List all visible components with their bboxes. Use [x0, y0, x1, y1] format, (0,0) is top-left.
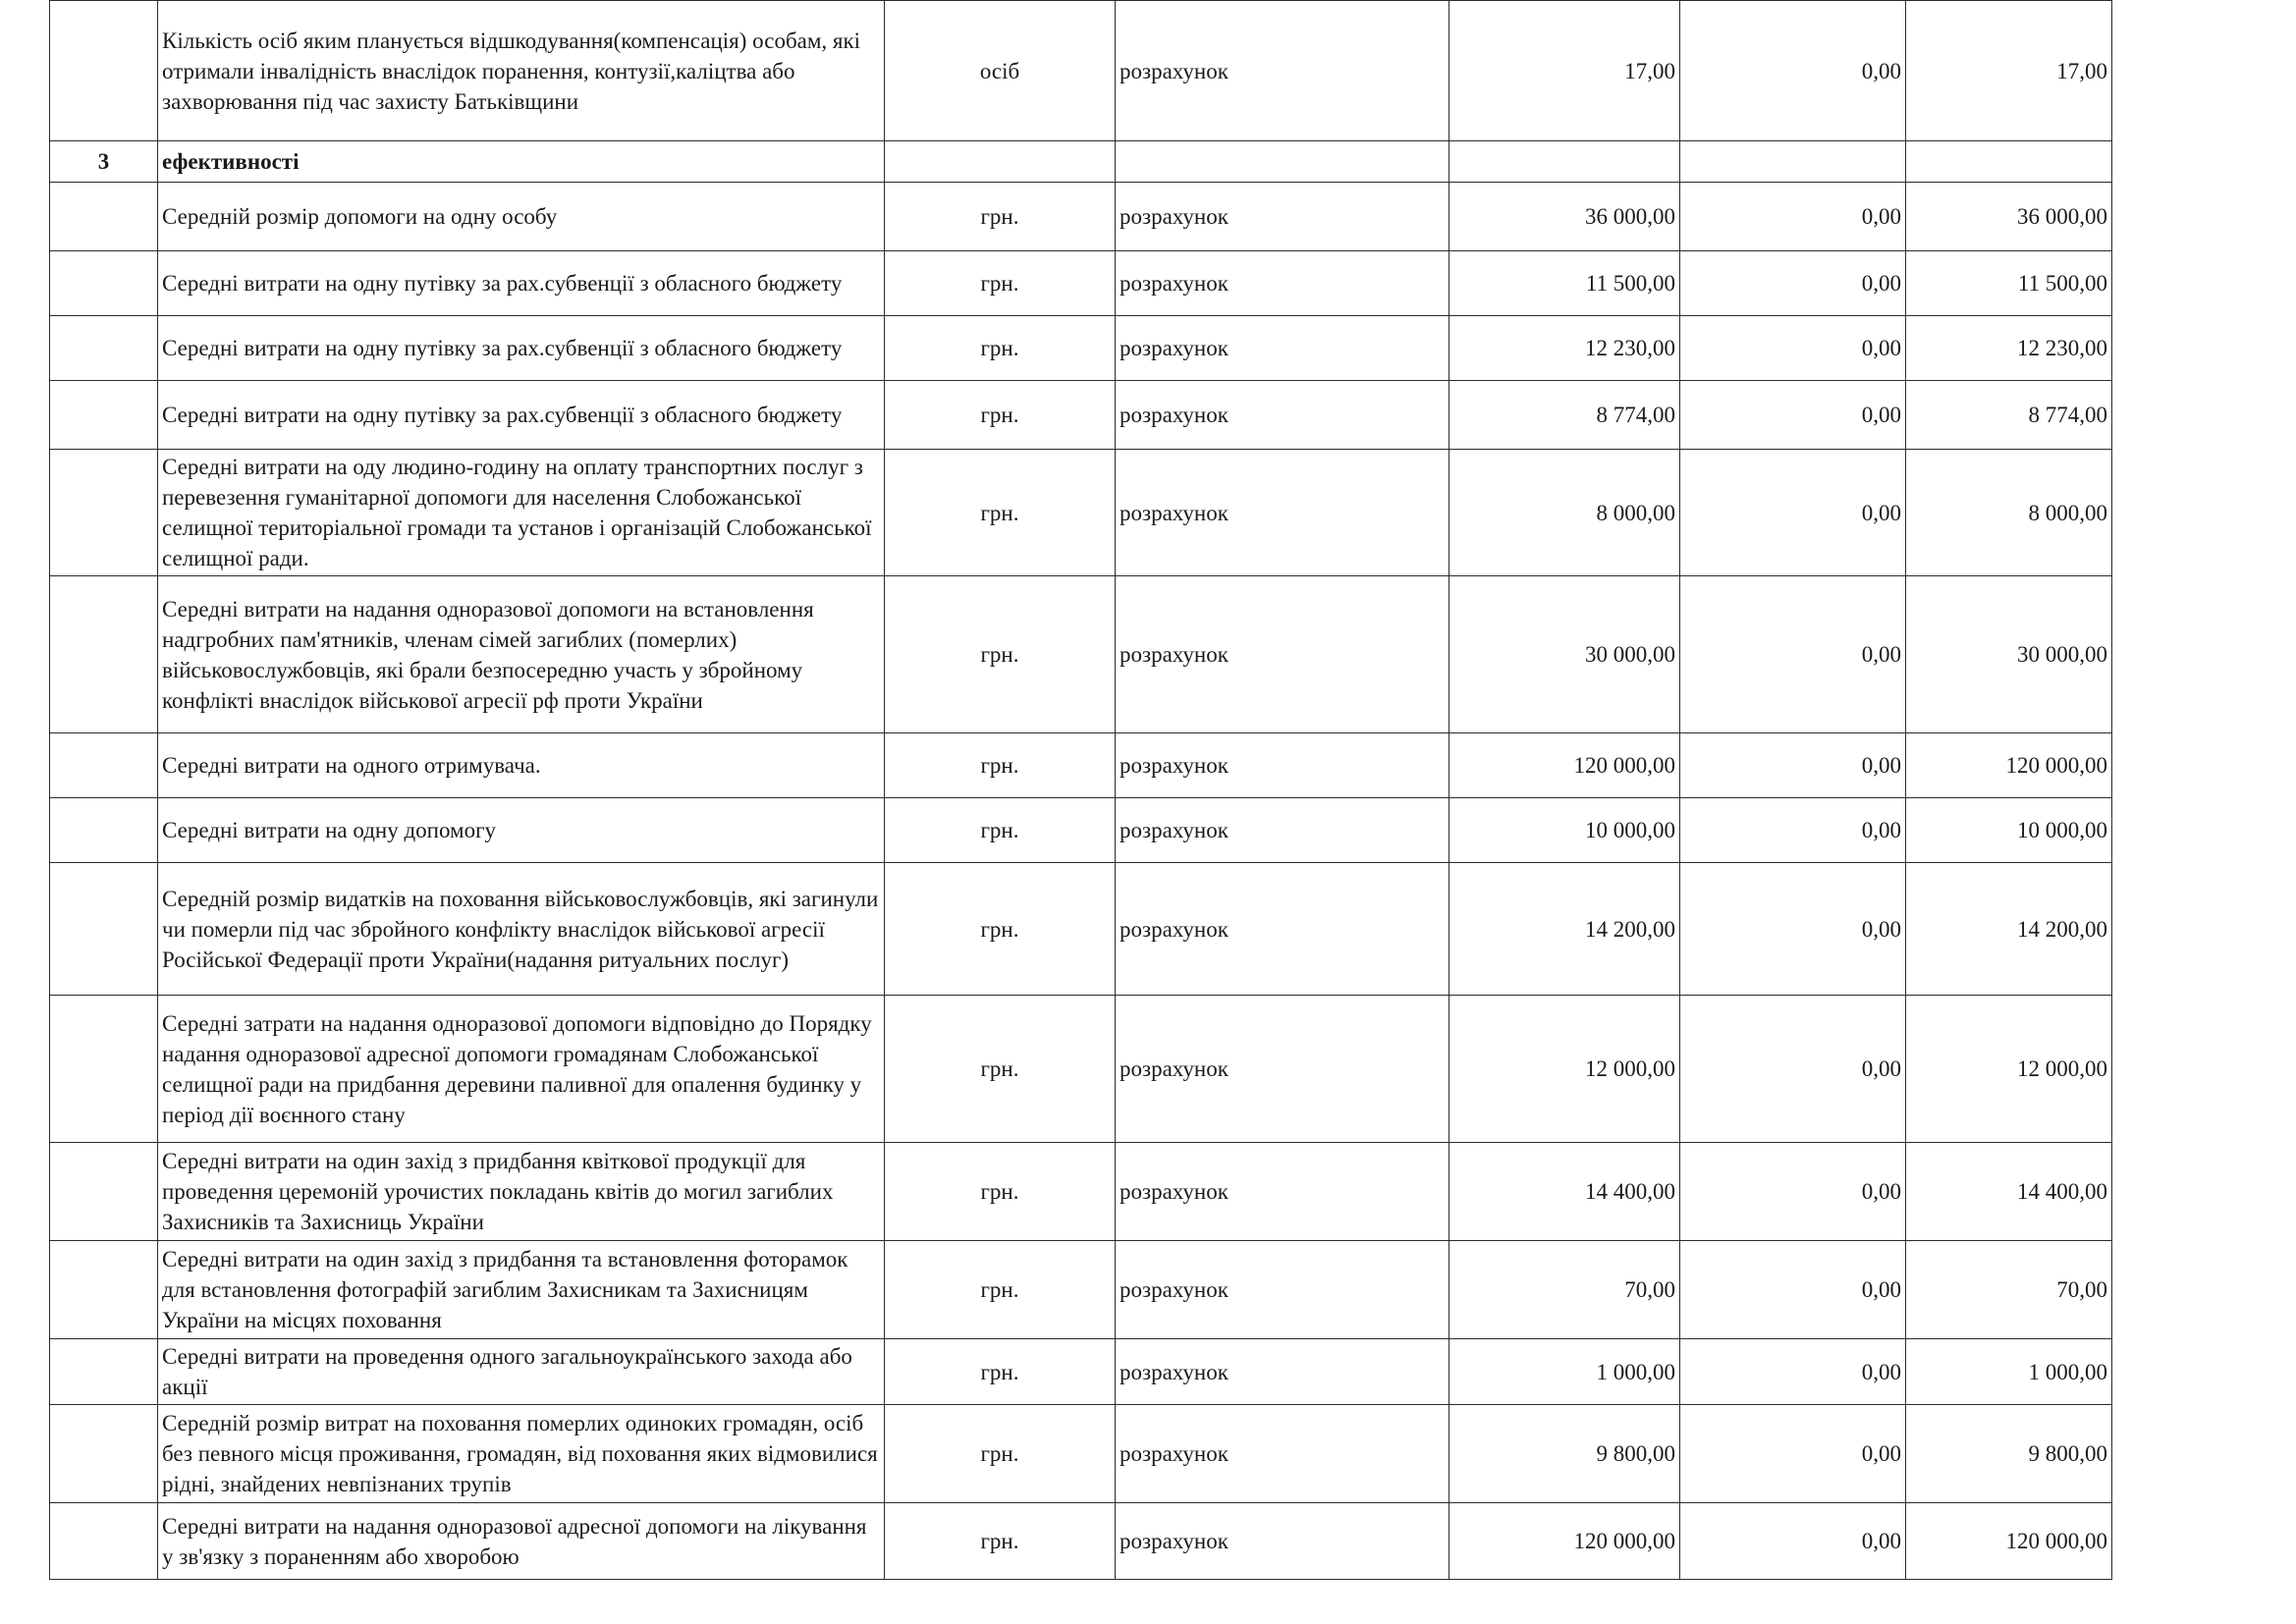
value-general-fund: 10 000,00	[1449, 798, 1680, 863]
indicator-name: Середні витрати на одну путівку за рах.субвенції з обласного бюджету	[158, 316, 885, 381]
value-general-fund	[1449, 141, 1680, 183]
value-general-fund: 12 000,00	[1449, 996, 1680, 1143]
unit-of-measure: грн.	[885, 381, 1116, 450]
value-total: 70,00	[1906, 1241, 2112, 1339]
table-row	[50, 1503, 2112, 1580]
value-special-fund: 0,00	[1680, 1503, 1906, 1580]
data-source: розрахунок	[1116, 450, 1449, 576]
value-general-fund: 120 000,00	[1449, 1503, 1680, 1580]
unit-of-measure: грн.	[885, 251, 1116, 316]
unit-of-measure: грн.	[885, 1405, 1116, 1503]
row-number	[50, 183, 158, 251]
value-total: 11 500,00	[1906, 251, 2112, 316]
data-source: розрахунок	[1116, 1, 1449, 141]
data-source: розрахунок	[1116, 1339, 1449, 1405]
value-total: 12 230,00	[1906, 316, 2112, 381]
value-special-fund: 0,00	[1680, 1241, 1906, 1339]
value-total: 14 200,00	[1906, 863, 2112, 996]
value-total	[1906, 141, 2112, 183]
indicator-name: Середні витрати на надання одноразової адресної допомоги на лікування у зв'язку з пораненням або хворобою	[158, 1503, 885, 1580]
data-source: розрахунок	[1116, 1503, 1449, 1580]
value-general-fund: 11 500,00	[1449, 251, 1680, 316]
data-source: розрахунок	[1116, 798, 1449, 863]
value-total: 120 000,00	[1906, 733, 2112, 798]
value-total: 14 400,00	[1906, 1143, 2112, 1241]
data-source: розрахунок	[1116, 576, 1449, 733]
row-number	[50, 1405, 158, 1503]
indicator-name: Середній розмір витрат на поховання померлих одиноких громадян, осіб без певного місця проживання, громадян, від поховання яких відмовилися рідні, знайдених невпізнаних трупів	[158, 1405, 885, 1503]
row-number	[50, 316, 158, 381]
unit-of-measure: грн.	[885, 1503, 1116, 1580]
unit-of-measure: грн.	[885, 1143, 1116, 1241]
value-special-fund: 0,00	[1680, 251, 1906, 316]
value-special-fund: 0,00	[1680, 576, 1906, 733]
indicator-name: Середні витрати на надання одноразової допомоги на встановлення надгробних пам'ятників, членам сімей загиблих (померлих) військовослужбовців, які брали безпосередню участь у збройному конфлікті внаслідок військової агресії рф проти України	[158, 576, 885, 733]
value-general-fund: 17,00	[1449, 1, 1680, 141]
indicator-name: Середні витрати на одного отримувача.	[158, 733, 885, 798]
unit-of-measure: грн.	[885, 183, 1116, 251]
indicator-name: Середній розмір видатків на поховання військовослужбовців, які загинули чи померли під час збройного конфлікту внаслідок військової агресії Російської Федерації проти України(надання ритуальних послуг)	[158, 863, 885, 996]
indicator-name: Кількість осіб яким планується відшкодування(компенсація) особам, які отримали інвалідність внаслідок поранення, контузії,каліцтва або захворювання під час захисту Батьківщини	[158, 1, 885, 141]
row-number	[50, 1, 158, 141]
indicators-table-body	[50, 1, 2112, 1580]
data-source: розрахунок	[1116, 381, 1449, 450]
unit-of-measure: осіб	[885, 1, 1116, 141]
table-row	[50, 1339, 2112, 1405]
value-special-fund: 0,00	[1680, 316, 1906, 381]
value-general-fund: 30 000,00	[1449, 576, 1680, 733]
indicator-name: Середні витрати на одну путівку за рах.субвенції з обласного бюджету	[158, 381, 885, 450]
indicator-name: Середні витрати на оду людино-годину на оплату транспортних послуг з перевезення гуманітарної допомоги для населення Слобожанської селищної територіальної громади та установ і організацій Слобожанської селищної ради.	[158, 450, 885, 576]
indicator-name: Середні витрати на один захід з придбання квіткової продукції для проведення церемоній урочистих покладань квітів до могил загиблих Захисників та Захисниць України	[158, 1143, 885, 1241]
document-sheet	[49, 0, 2111, 1580]
unit-of-measure: грн.	[885, 576, 1116, 733]
table-row	[50, 996, 2112, 1143]
data-source: розрахунок	[1116, 1143, 1449, 1241]
row-number	[50, 996, 158, 1143]
table-row	[50, 798, 2112, 863]
data-source: розрахунок	[1116, 1241, 1449, 1339]
value-total: 9 800,00	[1906, 1405, 2112, 1503]
row-number	[50, 1339, 158, 1405]
value-special-fund	[1680, 141, 1906, 183]
row-number	[50, 251, 158, 316]
table-row	[50, 183, 2112, 251]
unit-of-measure: грн.	[885, 733, 1116, 798]
value-total: 8 774,00	[1906, 381, 2112, 450]
indicator-name: Середні витрати на проведення одного загальноукраїнського захода або акції	[158, 1339, 885, 1405]
unit-of-measure: грн.	[885, 996, 1116, 1143]
unit-of-measure: грн.	[885, 863, 1116, 996]
value-special-fund: 0,00	[1680, 1143, 1906, 1241]
indicator-name: Середні витрати на один захід з придбання та встановлення фоторамок для встановлення фотографій загиблим Захисникам та Захисницям України на місцях поховання	[158, 1241, 885, 1339]
value-general-fund: 70,00	[1449, 1241, 1680, 1339]
table-row	[50, 316, 2112, 381]
row-number	[50, 798, 158, 863]
data-source: розрахунок	[1116, 1405, 1449, 1503]
row-number	[50, 1503, 158, 1580]
row-number	[50, 1143, 158, 1241]
row-number	[50, 450, 158, 576]
value-general-fund: 9 800,00	[1449, 1405, 1680, 1503]
data-source: розрахунок	[1116, 996, 1449, 1143]
table-row	[50, 863, 2112, 996]
value-general-fund: 36 000,00	[1449, 183, 1680, 251]
table-row	[50, 1, 2112, 141]
table-row	[50, 576, 2112, 733]
table-row	[50, 1241, 2112, 1339]
value-total: 10 000,00	[1906, 798, 2112, 863]
table-row	[50, 1143, 2112, 1241]
value-special-fund: 0,00	[1680, 450, 1906, 576]
row-number	[50, 381, 158, 450]
indicators-table	[49, 0, 2112, 1580]
value-general-fund: 1 000,00	[1449, 1339, 1680, 1405]
unit-of-measure: грн.	[885, 450, 1116, 576]
value-special-fund: 0,00	[1680, 1, 1906, 141]
table-row	[50, 381, 2112, 450]
table-row	[50, 1405, 2112, 1503]
value-total: 12 000,00	[1906, 996, 2112, 1143]
value-total: 1 000,00	[1906, 1339, 2112, 1405]
indicator-name: Середні витрати на одну путівку за рах.субвенції з обласного бюджету	[158, 251, 885, 316]
data-source: розрахунок	[1116, 183, 1449, 251]
row-number	[50, 576, 158, 733]
section-row	[50, 141, 2112, 183]
value-total: 30 000,00	[1906, 576, 2112, 733]
row-number	[50, 733, 158, 798]
value-special-fund: 0,00	[1680, 183, 1906, 251]
indicator-name: ефективності	[158, 141, 885, 183]
value-general-fund: 8 000,00	[1449, 450, 1680, 576]
indicator-name: Середні витрати на одну допомогу	[158, 798, 885, 863]
unit-of-measure: грн.	[885, 1339, 1116, 1405]
data-source: розрахунок	[1116, 863, 1449, 996]
data-source: розрахунок	[1116, 316, 1449, 381]
unit-of-measure: грн.	[885, 316, 1116, 381]
value-general-fund: 14 400,00	[1449, 1143, 1680, 1241]
value-total: 8 000,00	[1906, 450, 2112, 576]
value-special-fund: 0,00	[1680, 733, 1906, 798]
unit-of-measure: грн.	[885, 1241, 1116, 1339]
table-row	[50, 733, 2112, 798]
row-number	[50, 863, 158, 996]
value-general-fund: 12 230,00	[1449, 316, 1680, 381]
data-source: розрахунок	[1116, 733, 1449, 798]
value-total: 120 000,00	[1906, 1503, 2112, 1580]
value-general-fund: 8 774,00	[1449, 381, 1680, 450]
data-source: розрахунок	[1116, 251, 1449, 316]
indicator-name: Середні затрати на надання одноразової допомоги відповідно до Порядку надання одноразової адресної допомоги громадянам Слобожанської селищної ради на придбання деревини паливної для опалення будинку у період дії воєнного стану	[158, 996, 885, 1143]
unit-of-measure: грн.	[885, 798, 1116, 863]
data-source	[1116, 141, 1449, 183]
row-number	[50, 1241, 158, 1339]
row-number: 3	[50, 141, 158, 183]
value-total: 36 000,00	[1906, 183, 2112, 251]
unit-of-measure	[885, 141, 1116, 183]
value-general-fund: 14 200,00	[1449, 863, 1680, 996]
table-row	[50, 251, 2112, 316]
value-special-fund: 0,00	[1680, 996, 1906, 1143]
value-total: 17,00	[1906, 1, 2112, 141]
indicator-name: Середній розмір допомоги на одну особу	[158, 183, 885, 251]
table-row	[50, 450, 2112, 576]
value-special-fund: 0,00	[1680, 863, 1906, 996]
value-special-fund: 0,00	[1680, 381, 1906, 450]
value-special-fund: 0,00	[1680, 1339, 1906, 1405]
value-special-fund: 0,00	[1680, 798, 1906, 863]
value-general-fund: 120 000,00	[1449, 733, 1680, 798]
value-special-fund: 0,00	[1680, 1405, 1906, 1503]
